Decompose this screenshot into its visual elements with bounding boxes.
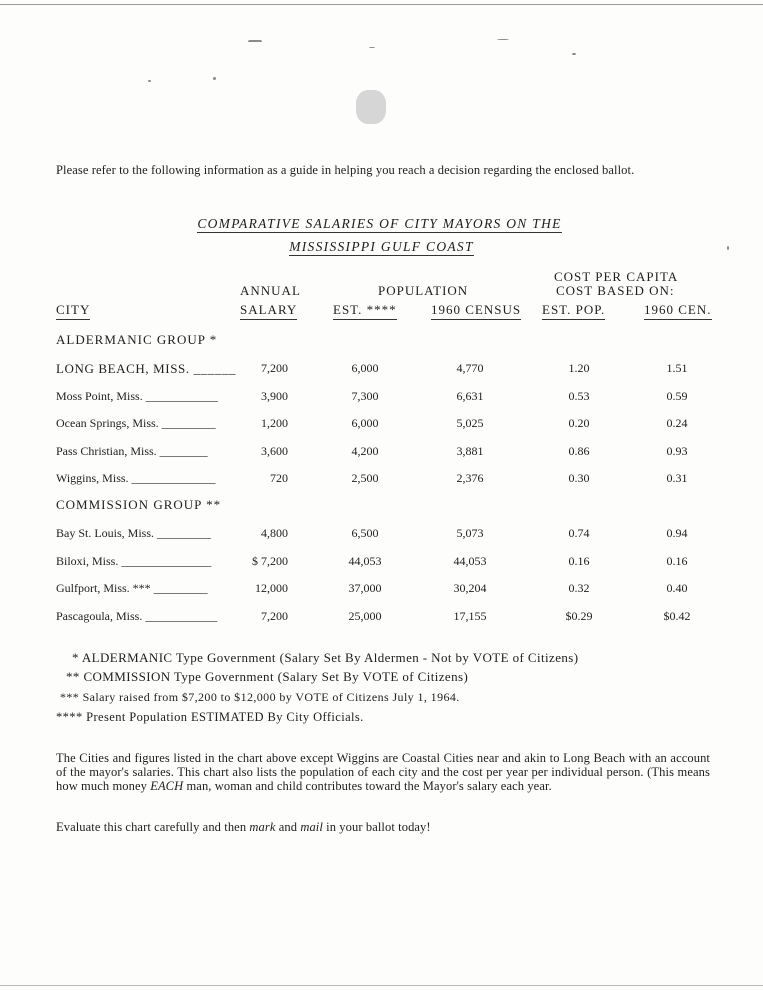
annual-salary: 1,200 — [261, 416, 288, 430]
annual-salary: $ 7,200 — [252, 554, 288, 568]
annual-salary: 720 — [270, 471, 288, 485]
cost-per-capita-census: 0.40 — [666, 581, 688, 595]
annual-salary: 3,600 — [261, 444, 288, 458]
cost-per-capita-census: 0.93 — [666, 444, 688, 458]
table-row — [0, 416, 763, 432]
census-population: 4,770 — [456, 361, 484, 375]
census-population: 17,155 — [453, 609, 487, 623]
header-1960-census: 1960 CENSUS — [431, 302, 521, 320]
header-est-pop: EST. POP. — [542, 302, 605, 320]
est-population: 4,200 — [351, 444, 379, 458]
cost-per-capita-census: 0.31 — [666, 471, 688, 485]
scan-speck — [369, 47, 375, 48]
page-bottom-edge — [0, 985, 763, 986]
est-population: 6,000 — [351, 361, 379, 375]
group-aldermanic: ALDERMANIC GROUP * — [56, 332, 218, 347]
city-name: Gulfport, Miss. *** _________ — [56, 581, 208, 595]
table-row — [0, 526, 763, 542]
city-name: Ocean Springs, Miss. _________ — [56, 416, 216, 430]
scan-speck — [497, 39, 509, 40]
table-row — [0, 609, 763, 625]
cost-per-capita-est: 0.53 — [568, 389, 590, 403]
header-salary: SALARY — [240, 302, 297, 320]
header-1960-cen: 1960 CEN. — [644, 302, 712, 320]
footnote-commission: ** COMMISSION Type Government (Salary Set By VOTE of Citizens) — [66, 669, 469, 684]
header-est: EST. **** — [333, 302, 397, 320]
table-row — [0, 361, 763, 377]
scan-speck — [572, 53, 576, 55]
annual-salary: 12,000 — [255, 581, 288, 595]
est-population: 44,053 — [348, 554, 382, 568]
cost-per-capita-est: 0.16 — [568, 554, 590, 568]
explanation-paragraph: The Cities and figures listed in the chart above except Wiggins are Coastal Cities near and akin to Long Beach with an account of the mayor's salaries. This chart also lists the population of each city and the cost per year per individual person. (This means how much money EACH man, woman and child contributes toward the Mayor's salary each year. — [56, 751, 710, 793]
city-name: Bay St. Louis, Miss. _________ — [56, 526, 212, 540]
footnote-aldermanic: * ALDERMANIC Type Government (Salary Set By Aldermen - Not by VOTE of Citizens) — [72, 650, 579, 665]
emphasis-mark: mark — [249, 820, 276, 834]
footnote-population-estimate: **** Present Population ESTIMATED By City Officials. — [56, 710, 364, 724]
est-population: 6,000 — [351, 416, 379, 430]
est-population: 2,500 — [351, 471, 379, 485]
est-population: 6,500 — [351, 526, 379, 540]
intro-text: Please refer to the following information as a guide in helping you reach a decision regarding the enclosed ballot. — [56, 163, 635, 177]
annual-salary: 4,800 — [261, 526, 288, 540]
cost-per-capita-census: 0.24 — [666, 416, 688, 430]
scan-speck — [356, 90, 386, 124]
scan-speck — [213, 77, 216, 80]
footnote-gulfport-salary: *** Salary raised from $7,200 to $12,000 by VOTE of Citizens July 1, 1964. — [60, 690, 460, 704]
table-row — [0, 554, 763, 570]
table-row — [0, 471, 763, 487]
header-cost-based-on: COST BASED ON: — [556, 283, 675, 298]
census-population: 44,053 — [453, 554, 487, 568]
census-population: 5,025 — [456, 416, 484, 430]
scan-speck — [248, 40, 262, 42]
closing-instruction: Evaluate this chart carefully and then mark and mail in your ballot today! — [56, 820, 431, 834]
annual-salary: 3,900 — [261, 389, 288, 403]
census-population: 6,631 — [456, 389, 484, 403]
cost-per-capita-est: 0.32 — [568, 581, 590, 595]
cost-per-capita-est: 0.30 — [568, 471, 590, 485]
census-population: 30,204 — [453, 581, 487, 595]
city-name: Pass Christian, Miss. ________ — [56, 444, 208, 458]
group-commission: COMMISSION GROUP ** — [56, 497, 222, 512]
annual-salary: 7,200 — [261, 361, 288, 375]
census-population: 2,376 — [456, 471, 484, 485]
table-row — [0, 581, 763, 597]
chart-title-line-1: COMPARATIVE SALARIES OF CITY MAYORS ON THE — [197, 216, 562, 231]
table-row — [0, 389, 763, 405]
header-city: CITY — [56, 302, 90, 320]
est-population: 7,300 — [351, 389, 379, 403]
est-population: 37,000 — [348, 581, 382, 595]
cost-per-capita-est: 1.20 — [568, 361, 590, 375]
scan-speck — [148, 80, 151, 82]
city-name: Pascagoula, Miss. ____________ — [56, 609, 218, 623]
cost-per-capita-est: 0.86 — [568, 444, 590, 458]
table-row — [0, 444, 763, 460]
census-population: 3,881 — [456, 444, 484, 458]
chart-title-line-2: MISSISSIPPI GULF COAST — [289, 239, 474, 254]
annual-salary: 7,200 — [261, 609, 288, 623]
emphasis-mail: mail — [300, 820, 323, 834]
header-population: POPULATION — [378, 283, 469, 298]
cost-per-capita-est: 0.20 — [568, 416, 590, 430]
cost-per-capita-census: 1.51 — [666, 361, 688, 375]
city-name: Biloxi, Miss. _______________ — [56, 554, 212, 568]
cost-per-capita-census: 0.94 — [666, 526, 688, 540]
census-population: 5,073 — [456, 526, 484, 540]
city-name: Wiggins, Miss. ______________ — [56, 471, 216, 485]
city-name: Moss Point, Miss. ____________ — [56, 389, 218, 403]
page-top-edge — [0, 4, 763, 5]
city-name: LONG BEACH, MISS. ______ — [56, 361, 237, 376]
header-cost-per-capita: COST PER CAPITA — [554, 269, 679, 284]
cost-per-capita-est: 0.74 — [568, 526, 590, 540]
header-annual: ANNUAL — [240, 283, 301, 298]
cost-per-capita-est: $0.29 — [565, 609, 593, 623]
cost-per-capita-census: $0.42 — [663, 609, 691, 623]
emphasis-each: EACH — [150, 778, 184, 793]
cost-per-capita-census: 0.16 — [666, 554, 688, 568]
cost-per-capita-census: 0.59 — [666, 389, 688, 403]
est-population: 25,000 — [348, 609, 382, 623]
